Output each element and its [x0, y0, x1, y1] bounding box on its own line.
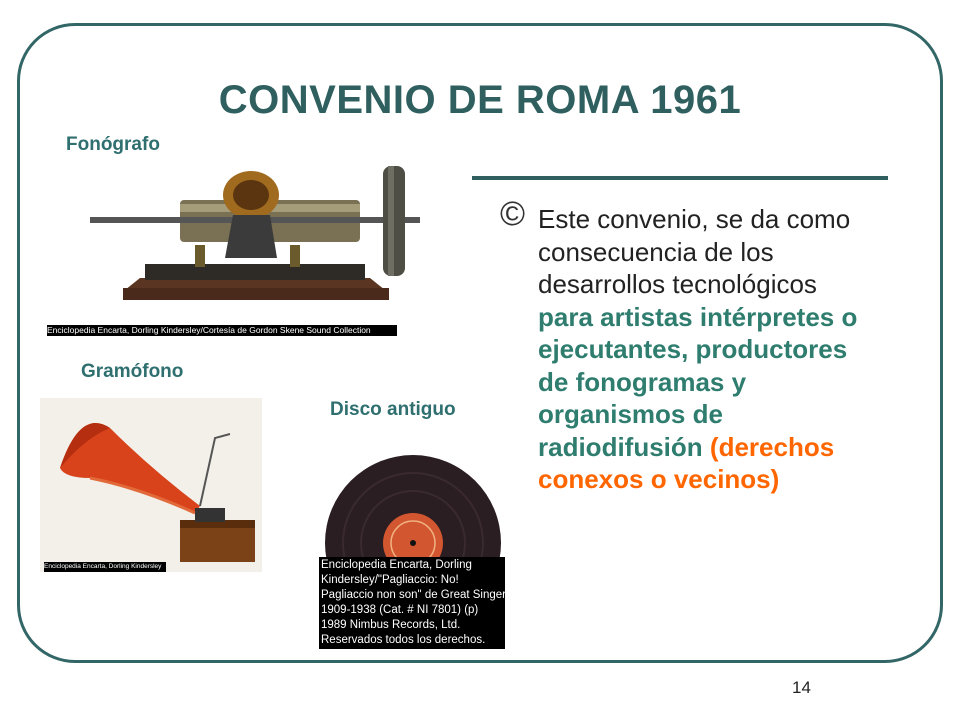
fonografo-image [85, 160, 425, 322]
caption-fonografo: Fonógrafo [66, 134, 160, 155]
body-text-highlight: para artistas intérpretes o ejecutantes, productores de fonogramas y organismos de radiodifusión [538, 301, 858, 462]
body-text-note: (derechos conexos o vecinos) [538, 431, 835, 494]
gramofono-image [40, 398, 262, 572]
page-number: 14 [792, 678, 811, 697]
caption-disco: Disco antiguo [330, 399, 456, 420]
caption-gramofono: Gramófono [81, 361, 184, 382]
body-text-plain: Este convenio, se da como consecuencia de los desarrollos tecnológicos [538, 204, 851, 299]
divider-line [472, 176, 888, 180]
slide-title: CONVENIO DE ROMA 1961 [218, 78, 742, 122]
body-paragraph [538, 203, 858, 496]
credit-fonografo: Enciclopedia Encarta, Dorling Kindersley/Cortesía de Gordon Skene Sound Collection [47, 325, 397, 336]
credit-disco: Enciclopedia Encarta, Dorling Kindersley/"Pagliaccio: No! Pagliaccio non son" de Great Singers 1909-1938 (Cat. # NI 7801) (p) 1989 Nimbus Records, Ltd. Reservados todos los derechos. [319, 557, 505, 649]
copyright-bullet-icon: © [500, 195, 526, 233]
credit-gramofono: Enciclopedia Encarta, Dorling Kindersley [44, 562, 166, 572]
